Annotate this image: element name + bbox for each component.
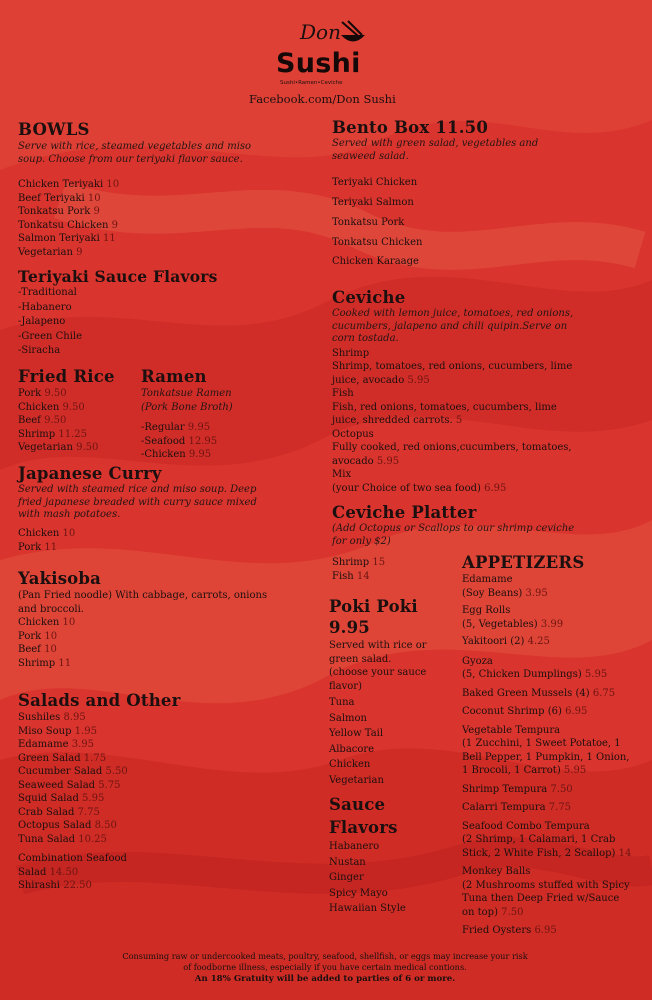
combo-salad-title: Combination Seafood [18,853,127,864]
ceviche-shrimp-desc: Shrimp, tomatoes, red onions, cucumbers, lime juice, avocado 5.95 [332,361,573,386]
appetizer-item: Baked Green Mussels (4) 6.75 [462,687,616,699]
menu-item: -Chicken 9.95 [141,449,212,460]
ceviche-mix-desc: (your Choice of two sea food) 6.95 [332,482,507,494]
menu-item: -Seafood 12.95 [141,435,218,447]
sauce-flavors-title-2: Flavors [329,818,398,837]
poki-item: Tuna [329,697,355,708]
bento-description: Served with green salad, vegetables and seaweed salad. [332,138,539,162]
appetizer-item: Monkey Balls (2 Mushrooms stuffed with Spicy Tuna then Deep Fried w/Sauce on top) 7.50 [462,866,630,918]
menu-item: Beef Teriyaki 10 [18,192,101,204]
footer-disclaimer [90,951,560,985]
menu-item: Beef 10 [18,644,57,655]
bowls-description: Serve with rice, steamed vegetables and miso soup. Choose from our teriyaki flavor sauce. [18,141,252,165]
disclaimer-line: of foodborne illness, especially if you have certain medical contions. [183,962,467,972]
menu-item: Tonkatsu Chicken 9 [18,219,119,231]
ceviche-title: Ceviche [332,288,406,307]
chopsticks-bowl-icon [338,20,368,46]
ceviche-platter-title: Ceviche Platter [332,503,477,522]
flavor-item: -Jalapeno [18,316,66,327]
teriyaki-flavors-title: Teriyaki Sauce Flavors [18,267,218,286]
logo-main-text: Sushi [276,48,361,79]
japanese-curry-section [18,464,276,556]
japanese-curry-description: Served with steamed rice and miso soup. Deep fried japanese breaded with curry sauce mixed with mash potatoes. [18,484,257,521]
salads-title: Salads and Other [18,691,181,710]
menu-item: Tonkatsu Pork 9 [18,206,100,218]
teriyaki-flavors-section [18,267,268,359]
menu-item: Vegetarian 9 [18,246,83,258]
appetizer-item: Vegetable Tempura (1 Zucchini, 1 Sweet Potatoe, 1 Bell Pepper, 1 Pumpkin, 1 Onion, 1 Brocoli, 1 Carrot) 5.95 [462,724,630,776]
poki-item: Vegetarian [329,774,384,786]
menu-item: Chicken Teriyaki 10 [18,179,120,191]
bento-section [332,118,582,272]
ceviche-section [332,288,587,495]
logo-script-text: Don [300,20,341,44]
poki-price: 9.95 [329,618,370,637]
ramen-broth: (Pork Bone Broth) [141,402,233,413]
salads-section [18,691,218,893]
fried-rice-title: Fried Rice [18,367,115,386]
gratuity-notice: An 18% Gratuity will be added to parties of 6 or more. [194,974,456,984]
menu-item: Chicken 9.50 [18,401,85,413]
poki-sauce-note: (choose your sauce flavor) [329,667,427,692]
sauce-flavors-section [329,792,457,917]
menu-item: Shrimp 11 [18,657,72,669]
ceviche-fish-title: Fish [332,388,354,400]
ramen-section [141,367,271,462]
yakisoba-section [18,569,280,670]
menu-item: Pork 9.50 [18,388,67,399]
bowls-title: BOWLS [18,120,90,139]
menu-item: Salmon Teriyaki 11 [18,233,116,245]
menu-item: Green Salad 1.75 [18,752,107,764]
menu-item: Pork 11 [18,542,58,554]
menu-item: -Regular 9.95 [141,422,211,433]
appetizer-item: Seafood Combo Tempura (2 Shrimp, 1 Calamari, 1 Crab Stick, 2 White Fish, 2 Scallop) 14 [462,820,632,859]
menu-item: Chicken 10 [18,617,76,628]
poki-item: Yellow Tail [329,728,384,739]
menu-item: Miso Soup 1.95 [18,725,97,737]
menu-item: Octopus Salad 8.50 [18,820,117,831]
menu-item: Vegetarian 9.50 [18,442,99,453]
flavor-item: -Traditional [18,287,77,298]
disclaimer-line: Consuming raw or undercooked meats, poultry, seafood, shellfish, or eggs may increase your risk [122,951,528,961]
poki-item: Chicken [329,759,371,770]
ceviche-description: Cooked with lemon juice, tomatoes, red onions, cucumbers, jalapeno and chili quipin.Serve on corn tostada. [332,308,574,345]
appetizer-item: Yakitoori (2) 4.25 [462,636,550,647]
sauce-item: Habanero [329,841,380,852]
sauce-item: Hawaiian Style [329,903,406,914]
bento-item: Teriyaki Chicken [332,177,418,189]
menu-item: Sushiles 8.95 [18,712,86,723]
ceviche-shrimp-title: Shrimp [332,347,370,359]
appetizers-section [462,553,634,938]
ramen-title: Ramen [141,367,207,386]
appetizer-item: Shrimp Tempura 7.50 [462,783,573,795]
menu-item: Shrimp 11.25 [18,428,87,440]
poki-item: Salmon [329,712,367,724]
flavor-item: -Habanero [18,301,72,313]
bento-item: Chicken Karaage [332,256,419,268]
menu-item: Seaweed Salad 5.75 [18,779,121,791]
menu-item: Shirashi 22.50 [18,880,92,891]
ceviche-platter-description: (Add Octopus or Scallops to our shrimp ceviche for only $2) [332,523,575,547]
bowls-section [18,120,268,259]
menu-item: Pork 10 [18,630,58,642]
poki-item: Albacore [329,743,375,755]
menu-item: Crab Salad 7.75 [18,806,100,818]
menu-item: Salad 14.50 [18,866,79,878]
ceviche-octopus-desc: Fully cooked, red onions,cucumbers, tomatoes, avocado 5.95 [332,442,572,467]
menu-item: Beef 9.50 [18,415,67,426]
ceviche-octopus-title: Octopus [332,428,374,440]
appetizer-item: Gyoza (5, Chicken Dumplings) 5.95 [462,655,608,680]
menu-item: Squid Salad 5.95 [18,793,105,804]
flavor-item: -Green Chile [18,330,83,342]
bento-item: Tonkatsu Pork [332,216,405,228]
flavor-item: -Siracha [18,345,61,356]
poki-section [329,596,457,788]
poki-title: Poki Poki [329,597,418,616]
logo-tagline: Sushi•Ramen•Ceviche [280,80,343,86]
appetizer-item: Egg Rolls (5, Vegetables) 3.99 [462,605,564,630]
ceviche-mix-title: Mix [332,469,352,481]
menu-item: Cucumber Salad 5.50 [18,766,128,777]
menu-item: Chicken 10 [18,527,76,539]
appetizer-item: Fried Oysters 6.95 [462,925,557,936]
menu-item: Fish 14 [332,570,370,582]
bento-title: Bento Box 11.50 [332,118,489,137]
sauce-item: Ginger [329,872,364,883]
sauce-item: Spicy Mayo [329,887,388,899]
appetizer-item: Coconut Shrimp (6) 6.95 [462,706,588,717]
bento-item: Teriyaki Salmon [332,196,414,208]
bento-item: Tonkatsu Chicken [332,236,423,248]
poki-description: Served with rice or green salad. [329,640,427,665]
sauce-flavors-title: Sauce [329,795,386,814]
yakisoba-title: Yakisoba [18,569,102,588]
menu-item: Tuna Salad 10.25 [18,833,107,845]
ramen-description: Tonkatsue Ramen [141,388,232,399]
bowls-list [18,178,268,259]
yakisoba-description: (Pan Fried noodle) With cabbage, carrots, onions and broccoli. [18,590,268,615]
sauce-item: Nustan [329,856,366,868]
facebook-link[interactable]: Facebook.com/Don Sushi [249,92,396,106]
fried-rice-section [18,367,138,455]
appetizer-item: Calarri Tempura 7.75 [462,802,572,813]
japanese-curry-title: Japanese Curry [18,464,162,483]
appetizers-title: APPETIZERS [462,553,585,572]
menu-item: Shrimp 15 [332,557,386,569]
menu-item: Edamame 3.95 [18,739,94,750]
ceviche-fish-desc: Fish, red onions, tomatoes, cucumbers, lime juice, shredded carrots. 5 [332,401,557,427]
appetizer-item: Edamame (Soy Beans) 3.95 [462,574,548,599]
